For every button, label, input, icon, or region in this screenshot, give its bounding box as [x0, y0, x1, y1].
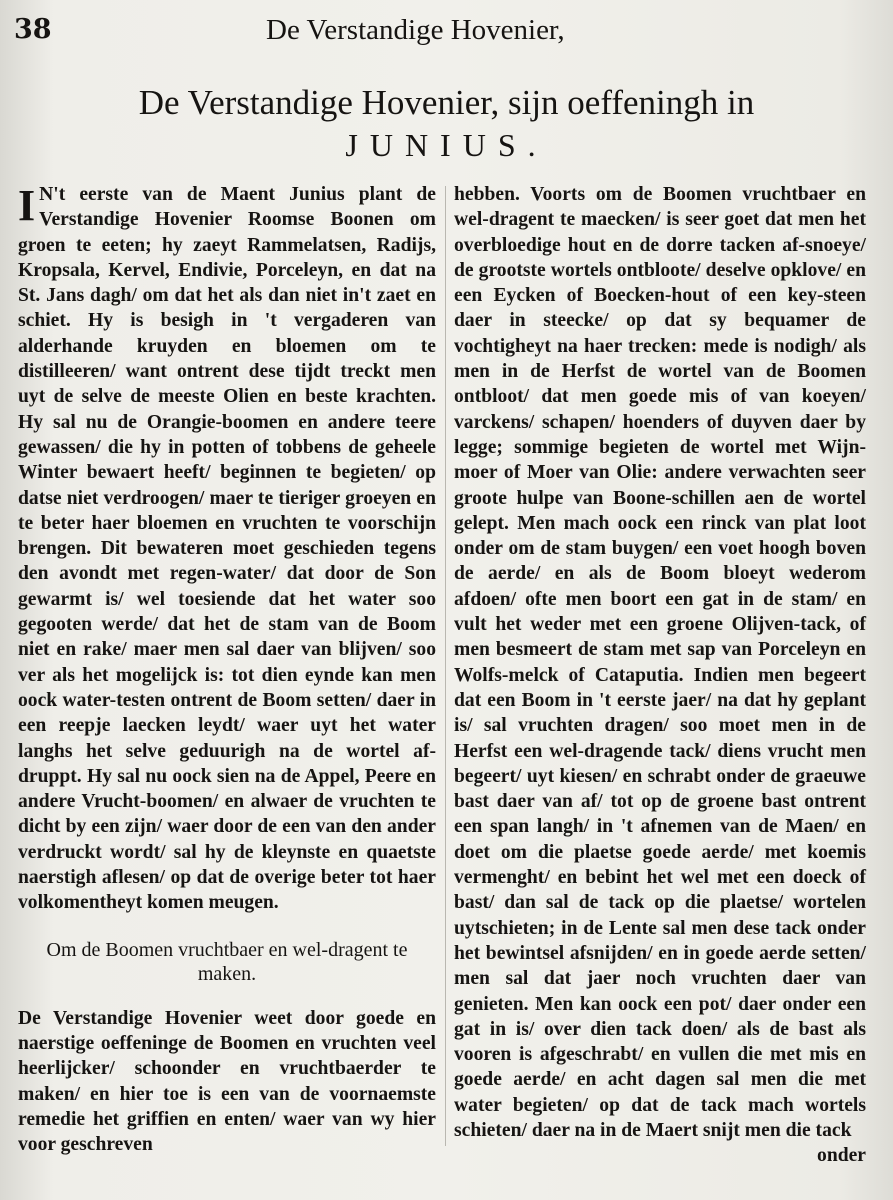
chapter-title: [0, 82, 893, 166]
drop-initial: I: [18, 181, 36, 230]
right-column: [454, 182, 866, 1169]
left-paragraph-1-text: N't eerste van de Maent Junius plant de Verstandige Hovenier Roomse Boonen om groen te eeten; hy zaeyt Rammelatsen, Radijs, Kropsala, Kervel, Endivie, Porceleyn, en dat na St. Jans dagh/ om dat het als dan niet in't zaet en schiet. Hy is besigh in 't vergaderen van alderhande kruyden en bloemen om te distilleeren/ want ontrent dese tijdt treckt men uyt de selve de meeste Olien en beste krachten. Hy sal nu de Orangie-boomen en andere teere gewassen/ die hy in potten of tobbens de geheele Winter bewaert heeft/ beginnen te begieten/ op datse niet verdroogen/ maer te tieriger groeyen en te beter haer bloemen en vruchten te voorschijn brengen. Dit bewateren moet geschieden tegens den avondt met regen-water/ dat door de Son gewarmt is/ wel toesiende dat het water soo gegooten werde/ dat het de stam van de Boom niet en rake/ maer men sal daer van blijven/ soo ver als het mogelijck is: tot dien eynde kan men oock water-testen ontrent de Boom setten/ daer in een reepje laecken leydt/ waer uyt het water langhs het selve geduurigh na de wortel af-druppt. Hy sal nu oock sien na de Appel, Peere en andere Vrucht-boomen/ en alwaer de vruchten te dicht by een zijn/ waer door de een van den ander verdruckt wordt/ sal hy de kleynste en quaetste naerstigh aflesen/ op dat de overige beter tot haer volkomentheyt komen meugen.: [18, 184, 436, 914]
chapter-title-line2: JUNIUS.: [345, 127, 548, 163]
column-divider: [445, 186, 446, 1146]
running-head: De Verstandige Hovenier,: [266, 14, 565, 46]
chapter-title-line1: De Verstandige Hovenier, sijn oeffeningh in: [138, 83, 755, 122]
page-number: 38: [14, 14, 52, 45]
left-paragraph-1: [18, 182, 436, 916]
left-paragraph-2: De Verstandige Hovenier weet door goede en naerstige oeffeninge de Boomen en vruchten veel heerlijcker/ schoonder en vruchtbaerder te maken/ en hier toe is een van de voornaemste remedie het griffien en enten/ waer van wy hier voor geschreven: [18, 1007, 436, 1156]
section-subheading: Om de Boomen vruchtbaer en wel-dragent te maken.: [46, 938, 408, 985]
catchword: onder: [817, 1145, 866, 1167]
left-column: [18, 182, 436, 1157]
right-paragraph-1: hebben. Voorts om de Boomen vruchtbaer en wel-dragent te maecken/ is seer goet dat men het overbloedige hout en de dorre tacken af-snoeye/ de grootste wortels ontbloote/ deselve opklove/ en een Eycken of Boecken-hout of een key-steen daer in steecke/ op dat sy bequamer de vochtigheyt na haer trecken: mede is nodigh/ als men in de Herfst de wortel van de Boomen ontbloot/ dat men goede mis of van koeyen/ varckens/ schapen/ hoenders of duyven daer by legge; sommige begieten de wortel met Wijn-moer of Moer van Olie: andere verwachten seer groote hulpe van Boone-schillen aen de wortel gelept. Men mach oock een rinck van plat loot onder om de stam buygen/ een voet hoogh boven de aerde/ en als de Boom bloeyt wederom afdoen/ ofte men boort een gat in de stam/ en vult het weder met een groene Olijven-tack, of men besmeert de stam met sap van Porceleyn en Wolfs-melck of Cataputia. Indien men begeert dat een Boom in 't eerste jaer/ na dat hy geplant is/ sal vruchten dragen/ soo moet men in de Herfst een wel-dragende tack/ diens vrucht men begeert/ uyt kiesen/ en schrabt onder de graeuwe bast daer van af/ tot op de groene bast ontrent een span langh/ in 't afnemen van de Maen/ en doet om die plaetse goede aerde/ met koemis vermenght/ en bebint het wel met een doeck of bast/ dan sal de tack op die plaetse/ wortelen uytschieten; in de Lente sal men dese tack onder het bewintsel afsnijden/ en in goede aerde setten/ men sal dat jaer noch vruchten daer van genieten. Men kan oock een pot/ daer onder een gat in is/ over dien tack doen/ als de bast als vooren is afgeschrabt/ en vullen die met mis en goede aerde/ en acht dagen sal men die met water begieten/ op dat de tack mach wortels schieten/ daer na in de Maert snijt men die tack: [454, 184, 866, 1141]
